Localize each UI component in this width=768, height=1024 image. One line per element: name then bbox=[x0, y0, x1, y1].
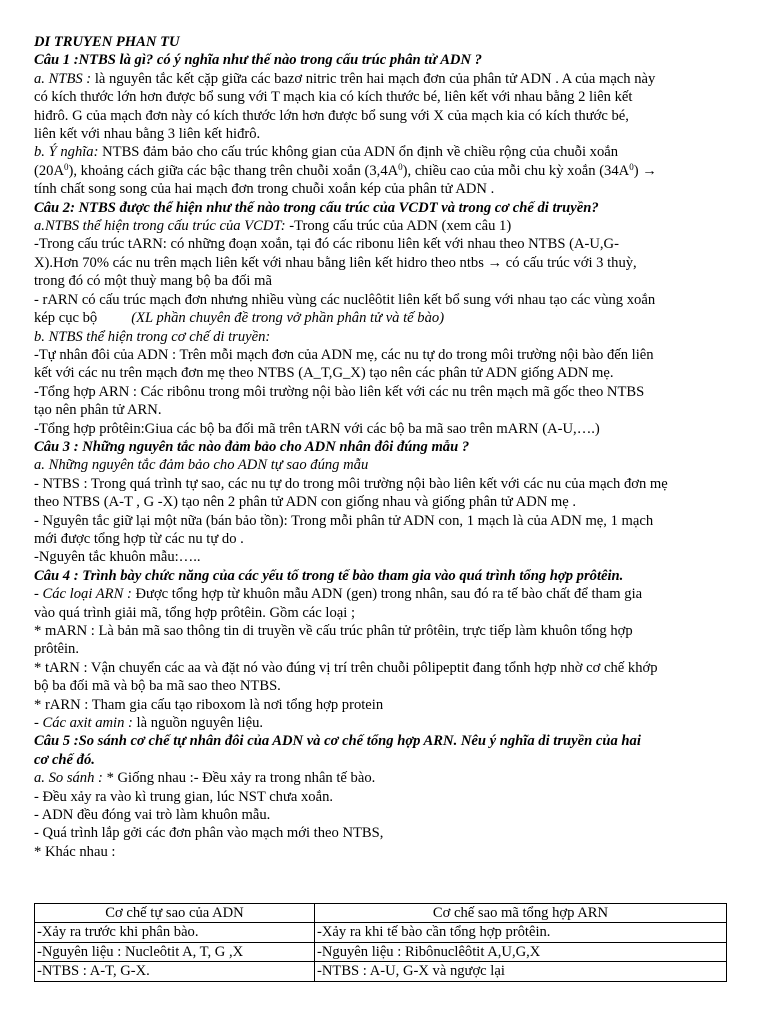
text-line bbox=[34, 677, 736, 695]
text-run: liên kết với nhau bằng 3 liên kết hiđrô. bbox=[34, 126, 261, 143]
text-run: - bbox=[34, 586, 43, 603]
table-cell: -Xảy ra khi tế bào cần tổng hợp prôtêin. bbox=[315, 923, 727, 942]
superscript: 0 bbox=[64, 161, 69, 172]
table-header-cell: Cơ chế tự sao của ADN bbox=[35, 904, 315, 923]
table-row bbox=[35, 942, 727, 961]
text-run: * tARN : Vận chuyển các aa và đặt nó vào đúng vị trí trên chuỗi pôlipeptit đang tổnh hợp nhờ cơ chế khớp bbox=[34, 659, 658, 676]
text-run: Câu 2: NTBS được thể hiện như thế nào trong cấu trúc của VCDT và trong cơ chế di truyền? bbox=[34, 199, 599, 216]
text-run: ) → bbox=[633, 162, 657, 179]
text-line bbox=[34, 383, 736, 401]
text-run: X).Hơn 70% các nu trên mạch liên kết với nhau bằng liên kết hidro theo ntbs → có cấu trúc với 3 thuỳ, bbox=[34, 254, 637, 271]
text-run: tạo nên phân tử ARN. bbox=[34, 402, 162, 419]
text-line bbox=[34, 769, 736, 787]
text-run: b. Ý nghĩa: bbox=[34, 144, 99, 161]
document-body bbox=[34, 33, 736, 861]
text-line bbox=[34, 217, 736, 235]
text-run: mới được tổng hợp từ các nu tự do . bbox=[34, 530, 244, 547]
text-run: Các axit amin : bbox=[42, 715, 133, 732]
text-run: a. NTBS : bbox=[34, 70, 92, 87]
text-run: - Đều xảy ra vào kì trung gian, lúc NST chưa xoắn. bbox=[34, 788, 334, 805]
text-line bbox=[34, 401, 736, 419]
text-line bbox=[34, 364, 736, 382]
text-line bbox=[34, 291, 736, 309]
table-cell: -NTBS : A-T, G-X. bbox=[35, 962, 315, 981]
text-line bbox=[34, 604, 736, 622]
text-run: Được tổng hợp từ khuôn mẫu ADN (gen) trong nhân, sau đó ra tế bào chất để tham gia bbox=[131, 586, 643, 603]
text-run: -Trong cấu trúc tARN: có những đoạn xoắn, tại đó các ribonu liên kết với nhau theo NTBS (A-U,G- bbox=[34, 236, 619, 253]
text-line bbox=[34, 567, 736, 585]
text-line bbox=[34, 143, 736, 161]
text-run: -Tổng hợp ARN : Các ribônu trong môi trường nội bào liên kết với các nu trên mạch mã gốc theo NTBS bbox=[34, 383, 645, 400]
table-header-cell: Cơ chế sao mã tổng hợp ARN bbox=[315, 904, 727, 923]
text-run: - ADN đều đóng vai trò làm khuôn mẫu. bbox=[34, 807, 271, 824]
text-line bbox=[34, 530, 736, 548]
text-run: kép cục bộ bbox=[34, 310, 98, 327]
text-line bbox=[34, 328, 736, 346]
text-line bbox=[34, 199, 736, 217]
text-run: ), khoảng cách giữa các bậc thang trên chuỗi xoắn (3,4A bbox=[68, 162, 399, 179]
text-run: * rARN : Tham gia cấu tạo riboxom là nơi tổng hợp protein bbox=[34, 696, 384, 713]
text-run: hiđrô. G của mạch đơn này có kích thước lớn hơn được bổ sung với X của mạch kia có kích thước bé, bbox=[34, 107, 629, 124]
text-line bbox=[34, 475, 736, 493]
text-line bbox=[34, 788, 736, 806]
text-run: có kích thước lớn hơn được bổ sung với T mạch kia có kích thước bé, liên kết với nhau bằng 2 liên kết bbox=[34, 89, 633, 106]
text-line bbox=[34, 585, 736, 603]
text-line bbox=[34, 235, 736, 253]
text-run: theo NTBS (A-T , G -X) tạo nên 2 phân tử ADN con giống nhau và giống phân tử ADN mẹ . bbox=[34, 494, 577, 511]
text-run: a. So sánh : bbox=[34, 770, 103, 787]
text-line bbox=[34, 309, 736, 327]
text-line bbox=[34, 714, 736, 732]
text-line bbox=[34, 806, 736, 824]
text-run: Câu 5 :So sánh cơ chế tự nhân đôi của ADN và cơ chế tổng hợp ARN. Nêu ý nghĩa di truyền của hai bbox=[34, 733, 641, 750]
text-line bbox=[34, 696, 736, 714]
text-run: Câu 4 : Trình bày chức năng của các yếu tố trong tế bào tham gia vào quá trình tổng hợp prôtêin. bbox=[34, 567, 624, 584]
text-line bbox=[34, 548, 736, 566]
text-run: DI TRUYEN PHAN TU bbox=[34, 34, 180, 50]
text-run: (20A bbox=[34, 162, 64, 179]
superscript: 0 bbox=[629, 161, 634, 172]
text-run: * mARN : Là bản mã sao thông tin di truyền về cấu trúc phân tử prôtêin, trực tiếp làm khuôn tổng hợp bbox=[34, 623, 633, 639]
text-line bbox=[34, 751, 736, 769]
text-run: - rARN có cấu trúc mạch đơn nhưng nhiều vùng các nuclêôtit liên kết bổ sung với nhau tạo các vùng xoắn bbox=[34, 291, 656, 308]
comparison-table bbox=[34, 903, 727, 982]
text-run: * Khác nhau : bbox=[34, 843, 116, 860]
text-line bbox=[34, 107, 736, 125]
text-line bbox=[34, 493, 736, 511]
text-line bbox=[34, 512, 736, 530]
text-run: bộ ba đối mã và bộ ba mã sao theo NTBS. bbox=[34, 678, 281, 695]
text-line bbox=[34, 180, 736, 198]
text-run: - bbox=[34, 715, 43, 732]
text-line bbox=[34, 843, 736, 861]
text-run: -Tổng hợp prôtêin:Giua các bộ ba đối mã trên tARN với các bộ ba mã sao trên mARN (A-U,….) bbox=[34, 420, 600, 437]
text-line bbox=[34, 640, 736, 658]
text-line bbox=[34, 33, 736, 51]
table-header-row bbox=[35, 904, 727, 923]
superscript: 0 bbox=[398, 161, 403, 172]
text-line bbox=[34, 70, 736, 88]
text-run: - Nguyên tắc giữ lại một nữa (bán bảo tồn): Trong mỗi phân tử ADN con, 1 mạch là của ADN mẹ, 1 mạch bbox=[34, 512, 654, 529]
text-run: prôtêin. bbox=[34, 641, 79, 658]
text-line bbox=[34, 254, 736, 272]
text-line bbox=[34, 420, 736, 438]
text-line bbox=[34, 732, 736, 750]
text-run: b. NTBS thể hiện trong cơ chế di truyền: bbox=[34, 328, 271, 345]
text-run: a.NTBS thể hiện trong cấu trúc của VCDT: bbox=[34, 218, 286, 235]
text-run: cơ chế đó. bbox=[34, 751, 95, 768]
text-line bbox=[34, 622, 736, 640]
text-run: Câu 1 :NTBS là gì? có ý nghĩa như thế nào trong cấu trúc phân tử ADN ? bbox=[34, 52, 482, 69]
table-row bbox=[35, 923, 727, 942]
text-run: tính chất song song của hai mạch đơn trong chuỗi xoắn kép của phân tử ADN . bbox=[34, 181, 495, 198]
text-run: NTBS đảm bảo cho cấu trúc không gian của ADN ổn định về chiều rộng của chuỗi xoắn bbox=[98, 144, 619, 161]
text-run: ), chiều cao của mỗi chu kỳ xoắn (34A bbox=[402, 162, 630, 179]
text-run: (XL phần chuyên đề trong vở phần phân tử và tế bào) bbox=[131, 310, 445, 327]
table-cell: -Xảy ra trước khi phân bào. bbox=[35, 923, 315, 942]
text-line bbox=[34, 456, 736, 474]
text-run: là nguồn nguyên liệu. bbox=[132, 715, 264, 732]
text-run: -Trong cấu trúc của ADN (xem câu 1) bbox=[285, 218, 512, 235]
table-cell: -Nguyên liệu : Nucleôtit A, T, G ,X bbox=[35, 942, 315, 961]
table-cell: -Nguyên liệu : Ribônuclêôtit A,U,G,X bbox=[315, 942, 727, 961]
text-line bbox=[34, 125, 736, 143]
text-line bbox=[34, 346, 736, 364]
text-line bbox=[34, 88, 736, 106]
text-run: vào quá trình giải mã, tổng hợp prôtêin. Gồm các loại ; bbox=[34, 604, 355, 621]
text-run: -Nguyên tắc khuôn mẫu:….. bbox=[34, 549, 201, 566]
text-line bbox=[34, 162, 736, 180]
text-line bbox=[34, 272, 736, 290]
text-line bbox=[34, 659, 736, 677]
text-run: - Quá trình lắp gởi các đơn phân vào mạch mới theo NTBS, bbox=[34, 825, 384, 842]
text-run: là nguyên tắc kết cặp giữa các bazơ nitric trên hai mạch đơn của phân tử ADN . A của mạch này bbox=[91, 70, 656, 87]
text-run: Các loại ARN : bbox=[42, 586, 132, 603]
text-line bbox=[34, 51, 736, 69]
table-row bbox=[35, 962, 727, 981]
text-run: -Tự nhân đôi của ADN : Trên mỗi mạch đơn của ADN mẹ, các nu tự do trong môi trường nội bào đến liên bbox=[34, 346, 654, 363]
text-run: Câu 3 : Những nguyên tắc nào đảm bảo cho ADN nhân đôi đúng mẫu ? bbox=[34, 438, 470, 455]
text-run: kết với các nu trên mạch đơn mẹ theo NTBS (A_T,G_X) tạo nên các phân tử ADN giống ADN mẹ. bbox=[34, 365, 614, 382]
text-run: - NTBS : Trong quá trình tự sao, các nu tự do trong môi trường nội bào liên kết với các nu của mạch đơn mẹ bbox=[34, 475, 668, 492]
text-line bbox=[34, 438, 736, 456]
text-run: trong đó có một thuỳ mang bộ ba đối mã bbox=[34, 273, 272, 290]
text-run: a. Những nguyên tắc đảm bảo cho ADN tự sao đúng mẫu bbox=[34, 457, 369, 474]
table-cell: -NTBS : A-U, G-X và ngược lại bbox=[315, 962, 727, 981]
text-run: * Giống nhau :- Đều xảy ra trong nhân tế bào. bbox=[102, 770, 376, 787]
text-line bbox=[34, 824, 736, 842]
